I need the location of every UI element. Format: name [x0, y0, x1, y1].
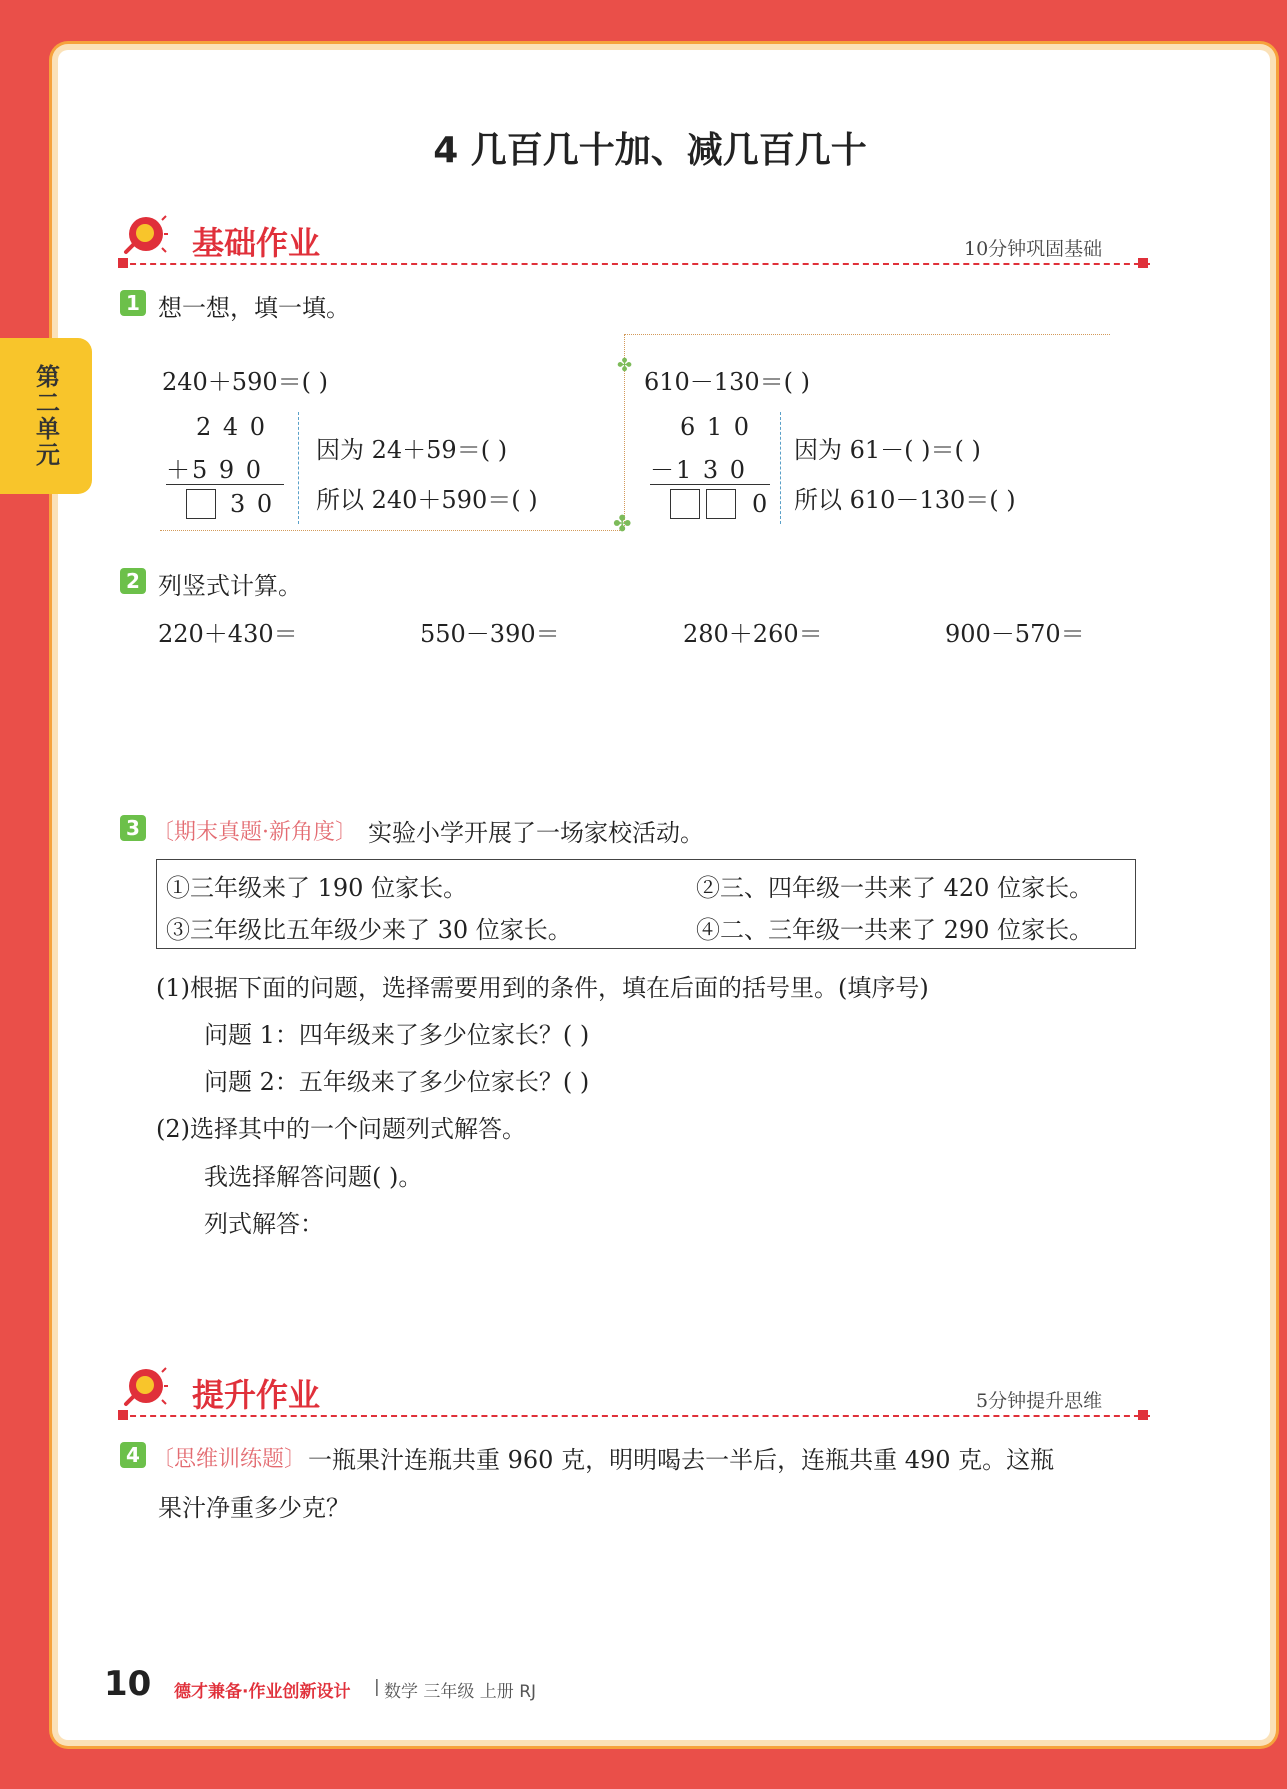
- footer-separator: |: [374, 1677, 380, 1697]
- question-number-badge: 4: [120, 1442, 146, 1468]
- part1-instruction: (1)根据下面的问题，选择需要用到的条件，填在后面的括号里。(填序号): [156, 974, 929, 1002]
- section-basic-title: 基础作业: [192, 224, 321, 262]
- vertical-line: [650, 484, 770, 485]
- question-title: 想一想，填一填。: [158, 294, 350, 322]
- vertical-line: [166, 484, 284, 485]
- lightbulb-icon: [120, 212, 168, 260]
- condition-item: ③三年级比五年级少来了 30 位家长。: [166, 916, 572, 944]
- section-basic-divider: [120, 263, 1150, 265]
- question-text: 实验小学开展了一场家校活动。: [368, 819, 704, 847]
- vertical-separator: [780, 412, 781, 524]
- section-basic-note: 10分钟巩固基础: [964, 238, 1103, 260]
- vertical-row2-left: ＋5 9 0: [166, 456, 264, 484]
- so-right: 所以 610－130＝( ): [794, 486, 1016, 514]
- clover-icon: ✤: [613, 512, 632, 537]
- question-text: 一瓶果汁连瓶共重 960 克，明明喝去一半后，连瓶共重 490 克。这瓶: [308, 1446, 1055, 1474]
- vertical-row1-right: 6 1 0: [680, 413, 752, 441]
- question-text: 果汁净重多少克？: [158, 1494, 350, 1522]
- because-right: 因为 61－( )＝( ): [794, 436, 981, 464]
- section-advanced-title: 提升作业: [192, 1376, 321, 1414]
- calc-item: 220＋430＝: [158, 620, 298, 648]
- vertical-row2-right: －1 3 0: [650, 456, 748, 484]
- question-title: 列竖式计算。: [158, 572, 302, 600]
- vertical-row3-left: 3 0: [230, 490, 275, 518]
- sub-question-1: 问题 1：四年级来了多少位家长？( ): [204, 1021, 590, 1049]
- part2-instruction: (2)选择其中的一个问题列式解答。: [156, 1115, 526, 1143]
- because-left: 因为 24＋59＝( ): [316, 436, 508, 464]
- unit-tab: 第二单元: [0, 338, 92, 494]
- question-tag: 〔期末真题·新角度〕: [152, 820, 357, 845]
- condition-item: ②三、四年级一共来了 420 位家长。: [696, 874, 1094, 902]
- answer-box[interactable]: [706, 489, 736, 519]
- vertical-separator: [298, 412, 299, 524]
- condition-item: ④二、三年级一共来了 290 位家长。: [696, 916, 1094, 944]
- dotted-frame: [160, 530, 624, 531]
- dotted-frame: [624, 334, 1110, 335]
- calc-item: 550－390＝: [420, 620, 560, 648]
- answer-box[interactable]: [670, 489, 700, 519]
- section-advanced-note: 5分钟提升思维: [976, 1390, 1103, 1412]
- so-left: 所以 240＋590＝( ): [316, 486, 538, 514]
- calc-item: 280＋260＝: [683, 620, 823, 648]
- vertical-row1-left: 2 4 0: [196, 413, 268, 441]
- question-number-badge: 1: [120, 290, 146, 316]
- page-number: 10: [104, 1664, 152, 1704]
- condition-item: ①三年级来了 190 位家长。: [166, 874, 468, 902]
- equation-left: 240＋590＝( ): [162, 368, 328, 396]
- clover-icon: ✤: [617, 355, 633, 376]
- divider-end-marker: [1138, 258, 1148, 268]
- sub-question-2: 问题 2：五年级来了多少位家长？( ): [204, 1068, 590, 1096]
- divider-end-marker: [1138, 1410, 1148, 1420]
- section-advanced-divider: [120, 1415, 1150, 1417]
- divider-end-marker: [118, 1410, 128, 1420]
- choose-question: 我选择解答问题( )。: [204, 1163, 423, 1191]
- question-number-badge: 3: [120, 815, 146, 841]
- equation-right: 610－130＝( ): [644, 368, 810, 396]
- page-title: 4 几百几十加、减几百几十: [433, 130, 867, 171]
- divider-end-marker: [118, 258, 128, 268]
- calc-item: 900－570＝: [945, 620, 1085, 648]
- footer-subject: 数学 三年级 上册 RJ: [384, 1682, 537, 1702]
- book-title: 德才兼备·作业创新设计: [174, 1682, 351, 1702]
- vertical-row3-right: 0: [752, 490, 768, 518]
- question-number-badge: 2: [120, 568, 146, 594]
- lightbulb-icon: [120, 1364, 168, 1412]
- answer-box[interactable]: [186, 489, 216, 519]
- answer-label: 列式解答：: [204, 1210, 324, 1238]
- question-tag: 〔思维训练题〕: [152, 1447, 307, 1472]
